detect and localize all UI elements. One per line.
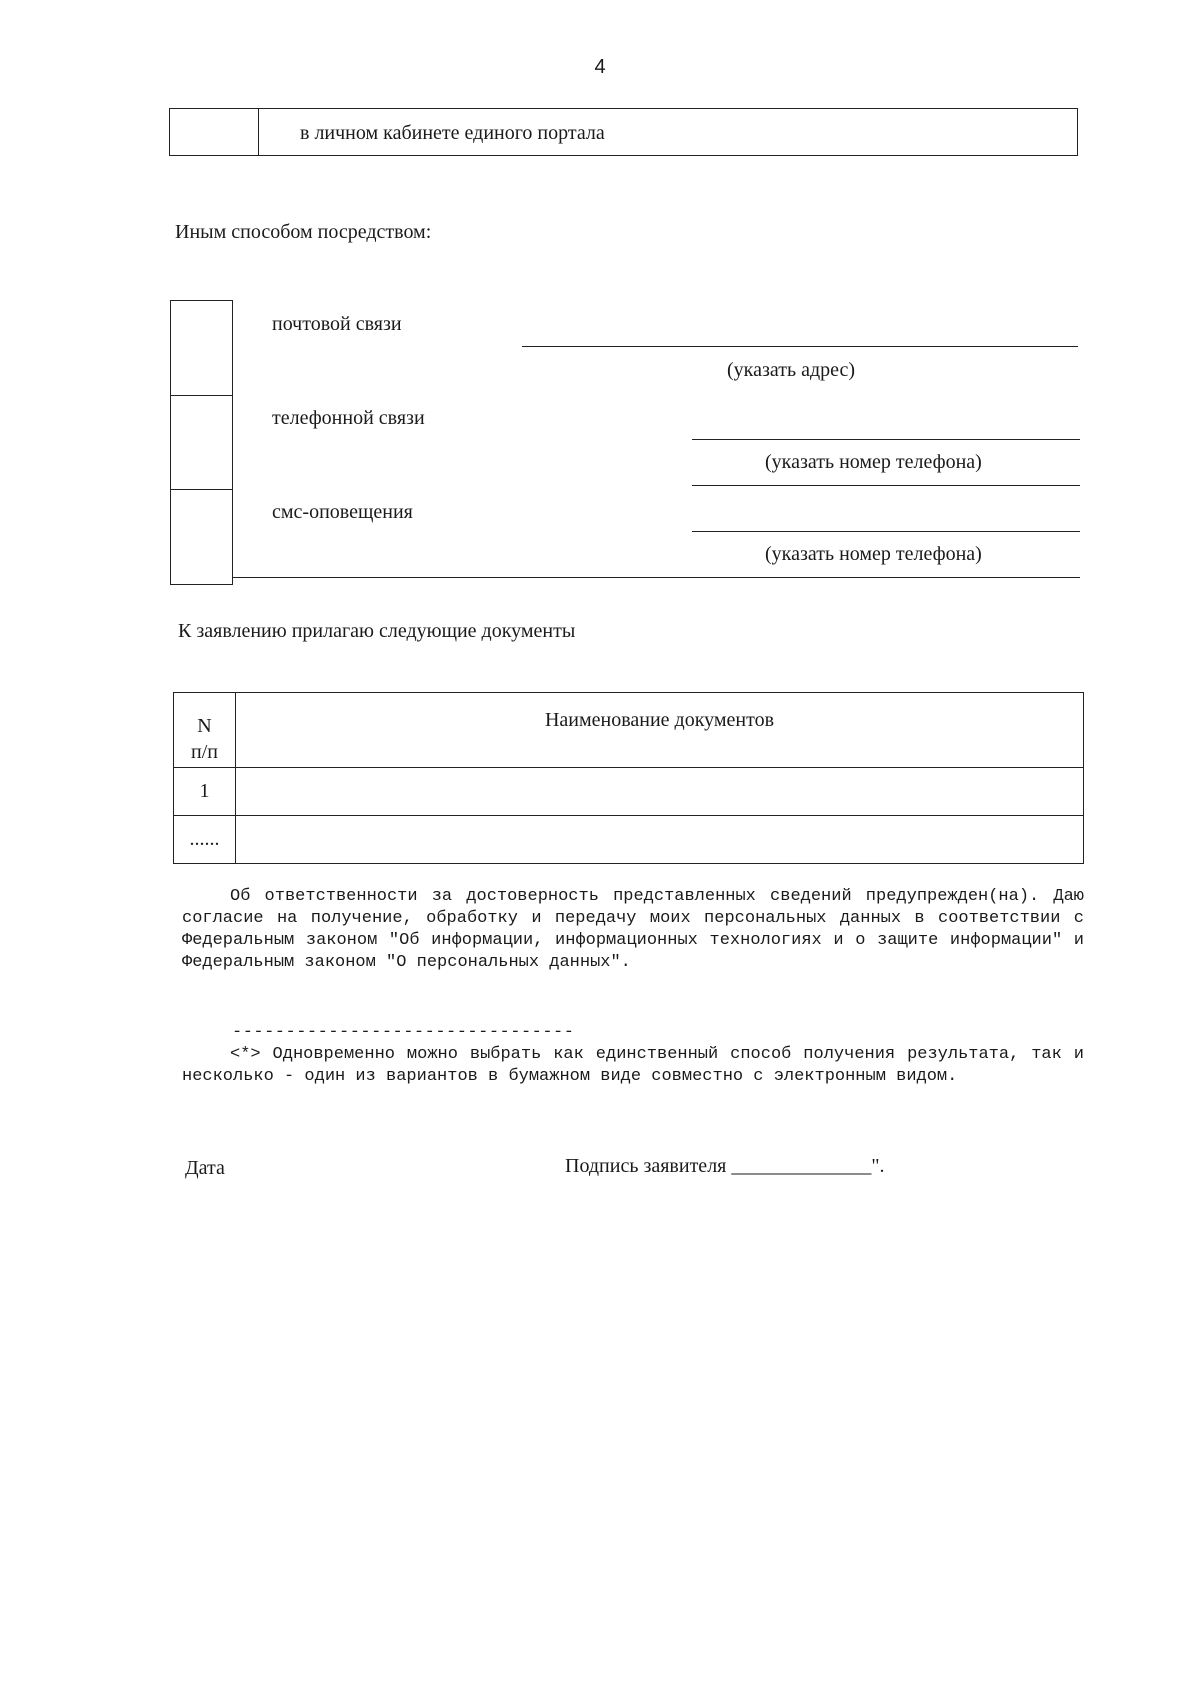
postal-checkbox[interactable] (171, 301, 232, 395)
footnote-text: <*> Одновременно можно выбрать как единственный способ получения результата, так и несколько - один из вариантов в бумажном виде совместно с электронным видом. (182, 1045, 1084, 1086)
documents-table-header (174, 693, 1084, 768)
row-number: 1 (174, 768, 236, 816)
date-label: Дата (185, 1157, 225, 1179)
sms-number-line[interactable] (692, 531, 1080, 532)
page-number: 4 (594, 56, 606, 78)
phone-checkbox[interactable] (171, 395, 232, 489)
signature-row (565, 1155, 885, 1178)
documents-table (173, 692, 1084, 864)
row-number: ...... (174, 816, 236, 864)
postal-option-label: почтовой связи (272, 313, 402, 335)
other-method-heading: Иным способом посредством: (175, 221, 432, 243)
other-method-checkbox-column (170, 300, 233, 585)
portal-option-label: в личном кабинете единого портала (300, 122, 605, 144)
consent-paragraph (182, 886, 1084, 974)
table-row (174, 768, 1084, 816)
table-row (174, 816, 1084, 864)
signature-label: Подпись заявителя (565, 1155, 727, 1177)
phone-option-label: телефонной связи (272, 407, 425, 429)
sms-checkbox[interactable] (171, 489, 232, 584)
attachments-heading: К заявлению прилагаю следующие документы (178, 620, 576, 642)
row-document-name[interactable] (236, 816, 1084, 864)
phone-section-divider (692, 485, 1080, 486)
col-number-line1: N (197, 715, 212, 737)
consent-text: Об ответственности за достоверность представленных сведений предупрежден(на). Даю согласие на получение, обработку и передачу моих персональных данных в соответствии с Федеральным законом "Об информации, информационных технологиях и о защите информации" и Федеральным законом "О персональных данных". (182, 887, 1084, 972)
footnote-separator: -------------------------------- (232, 1023, 575, 1042)
postal-address-line[interactable] (522, 346, 1078, 347)
sms-number-hint: (указать номер телефона) (765, 543, 982, 565)
col-number-line2: п/п (191, 741, 218, 763)
other-method-bottom-line (233, 577, 1080, 578)
col-number-header (174, 693, 236, 768)
footnote-paragraph (182, 1044, 1084, 1088)
signature-line[interactable]: ______________ (731, 1155, 872, 1177)
col-name-header-text: Наименование документов (544, 709, 775, 731)
sms-option-label: смс-оповещения (272, 501, 413, 523)
phone-number-hint: (указать номер телефона) (765, 451, 982, 473)
signature-closing: ". (871, 1155, 885, 1177)
col-name-header (236, 693, 1084, 768)
phone-number-line[interactable] (692, 439, 1080, 440)
portal-option-checkbox[interactable] (170, 109, 259, 155)
portal-option-row (169, 108, 1078, 156)
postal-address-hint: (указать адрес) (727, 359, 856, 381)
row-document-name[interactable] (236, 768, 1084, 816)
